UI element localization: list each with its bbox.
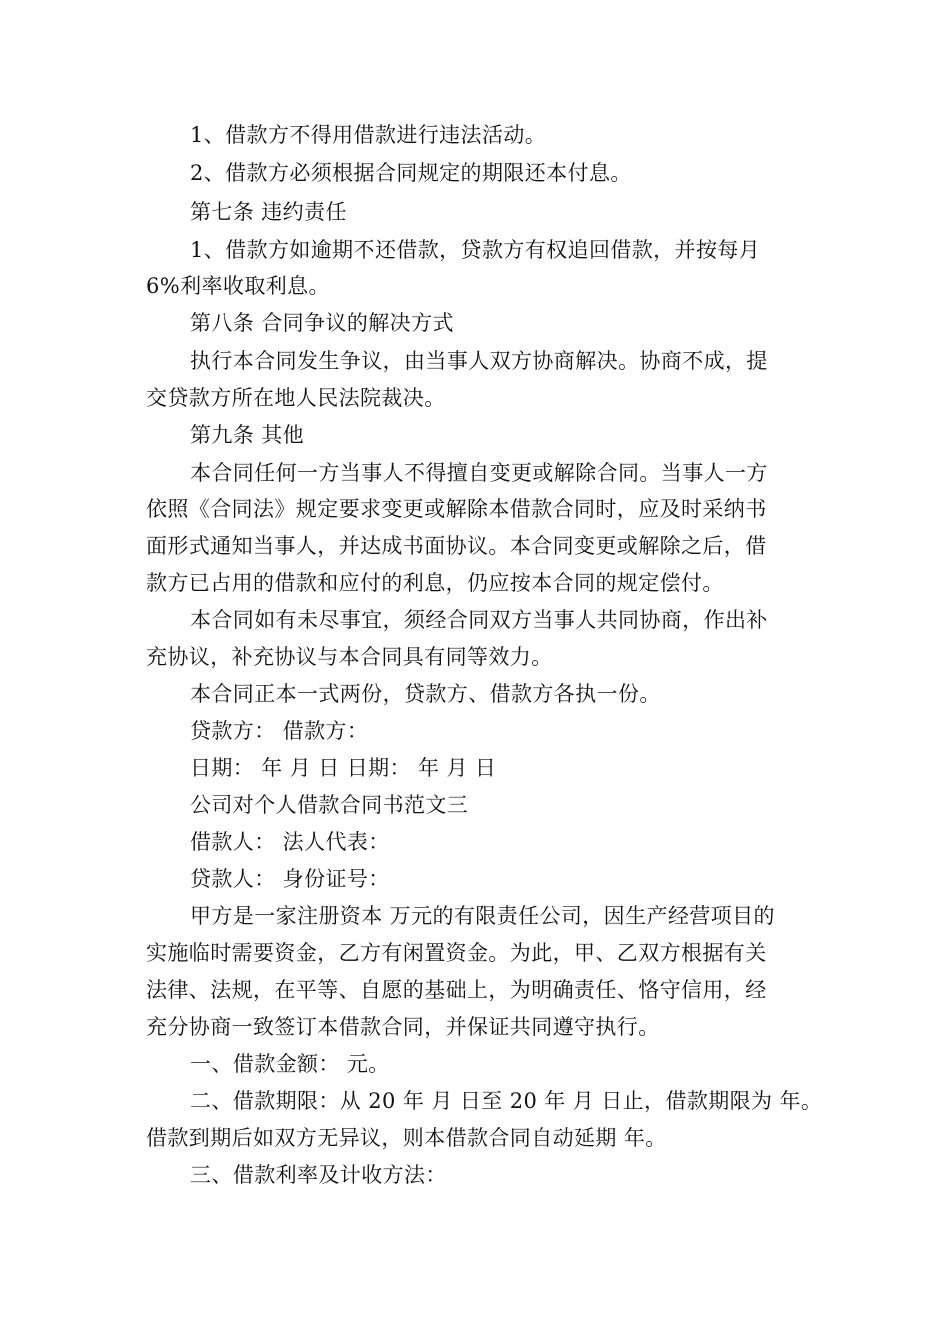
paragraph-line: 依照《合同法》规定要求变更或解除本借款合同时，应及时采纳书 [146,497,767,521]
clause-line: 6%利率收取利息。 [146,274,330,298]
paragraph-line: 甲方是一家注册资本 万元的有限责任公司，因生产经营项目的 [190,904,775,928]
clause-line: 1、借款方如逾期不还借款，贷款方有权追回借款，并按每月 [190,238,761,262]
paragraph-line: 本合同如有未尽事宜，须经合同双方当事人共同协商，作出补 [190,608,768,632]
paragraph-line: 本合同正本一式两份，贷款方、借款方各执一份。 [190,682,661,706]
paragraph-line: 本合同任何一方当事人不得擅自变更或解除合同。当事人一方 [190,461,768,485]
clause-line: 二、借款期限：从 20 年 月 日至 20 年 月 日止，借款期限为 年。 [190,1089,823,1113]
article-heading: 第七条 违约责任 [190,200,347,224]
paragraph-line: 充分协商一致签订本借款合同，并保证共同遵守执行。 [146,1015,660,1039]
clause-line: 借款到期后如双方无异议，则本借款合同自动延期 年。 [146,1126,667,1150]
article-heading: 第九条 其他 [190,423,305,447]
paragraph-line: 交贷款方所在地人民法院裁决。 [146,386,446,410]
party-line: 借款人： 法人代表： [190,830,390,854]
paragraph-line: 实施临时需要资金，乙方有闲置资金。为此，甲、乙双方根据有关 [146,941,767,965]
paragraph-line: 执行本合同发生争议，由当事人双方协商解决。协商不成，提 [190,349,768,373]
paragraph-line: 款方已占用的借款和应付的利息，仍应按本合同的规定偿付。 [146,571,724,595]
paragraph-line: 法律、法规，在平等、自愿的基础上，为明确责任、恪守信用，经 [146,978,767,1002]
clause-line: 1、借款方不得用借款进行违法活动。 [190,123,547,147]
clause-heading: 三、借款利率及计收方法： [190,1163,447,1187]
article-heading: 第八条 合同争议的解决方式 [190,311,454,335]
party-line: 贷款人： 身份证号： [190,867,390,891]
date-line: 日期： 年 月 日 日期： 年 月 日 [190,756,497,780]
paragraph-line: 充协议，补充协议与本合同具有同等效力。 [146,645,553,669]
paragraph-line: 面形式通知当事人，并达成书面协议。本合同变更或解除之后，借 [146,534,767,558]
signature-line: 贷款方： 借款方： [190,719,369,743]
clause-line: 2、借款方必须根据合同规定的期限还本付息。 [190,161,632,185]
section-title: 公司对个人借款合同书范文三 [190,793,469,817]
clause-line: 一、借款金额： 元。 [190,1052,390,1076]
